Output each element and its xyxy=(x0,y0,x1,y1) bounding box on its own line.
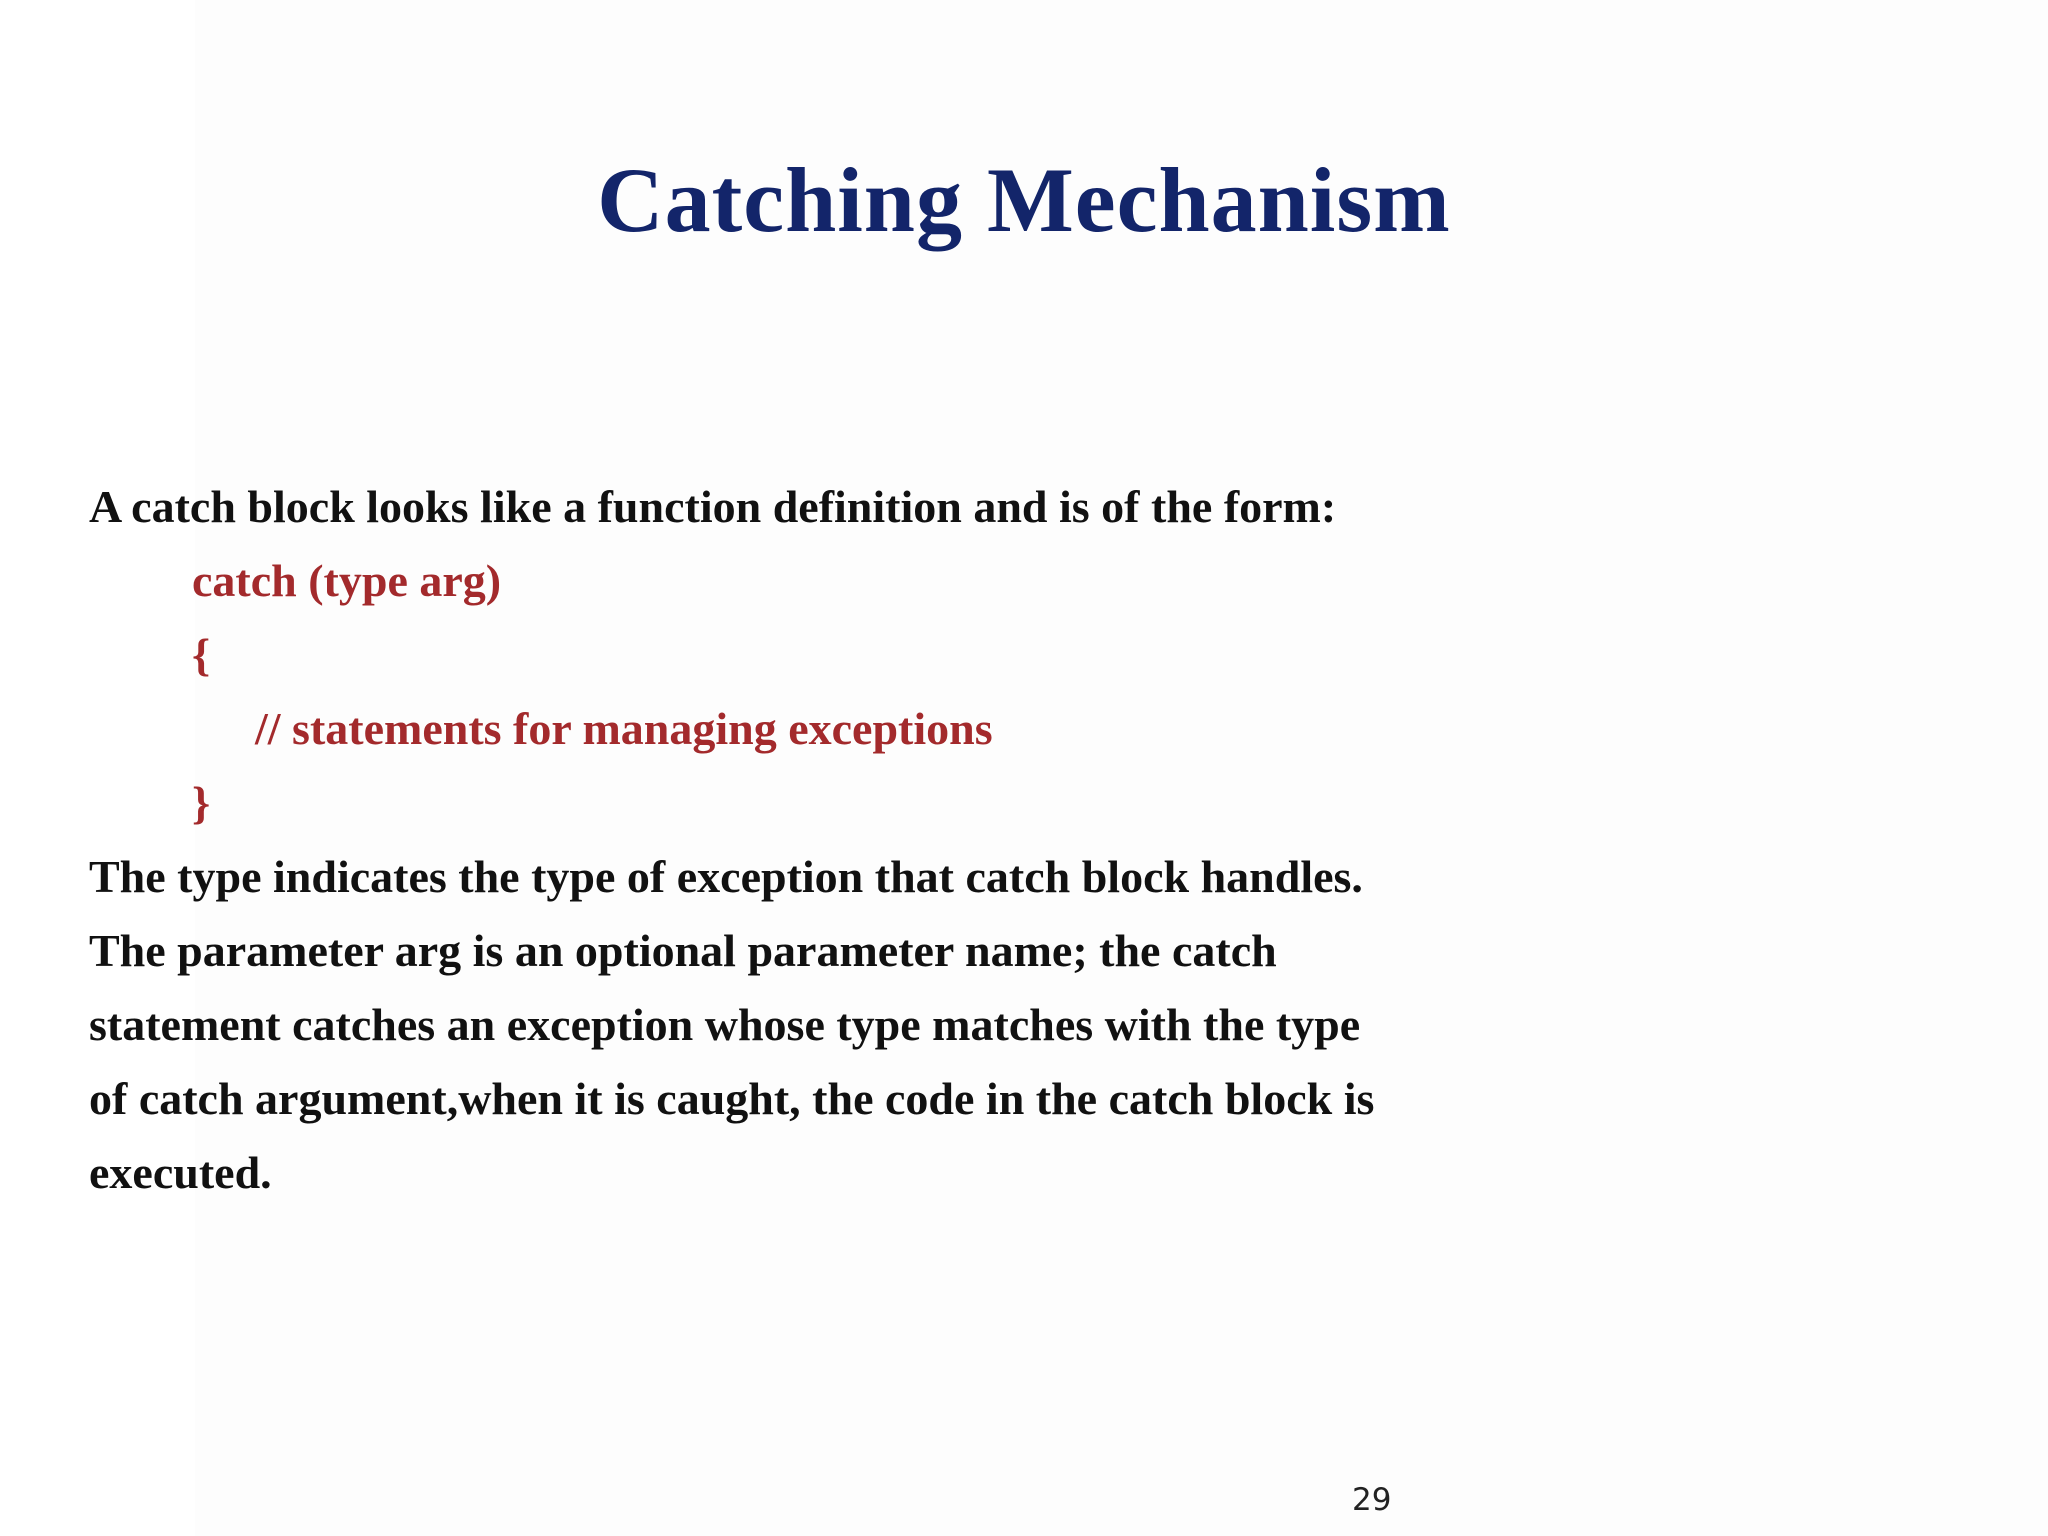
paragraph-line: The parameter arg is an optional parameter name; the catch xyxy=(89,925,1277,976)
slide-body xyxy=(89,470,1649,1210)
paragraph-line: of catch argument,when it is caught, the code in the catch block is xyxy=(89,1073,1375,1124)
code-open-brace: { xyxy=(192,629,211,680)
paragraph-line: executed. xyxy=(89,1147,272,1198)
code-comment: // statements for managing exceptions xyxy=(255,703,993,754)
code-close-brace: } xyxy=(192,777,211,828)
slide-title: Catching Mechanism xyxy=(597,149,1451,251)
paragraph-line: statement catches an exception whose type matches with the type xyxy=(89,999,1361,1050)
paragraph-line: The type indicates the type of exception that catch block handles. xyxy=(89,851,1363,902)
code-signature: catch (type arg) xyxy=(192,555,502,606)
slide-page-number: 29 xyxy=(1352,1482,1392,1518)
intro-line: A catch block looks like a function definition and is of the form: xyxy=(89,481,1337,532)
